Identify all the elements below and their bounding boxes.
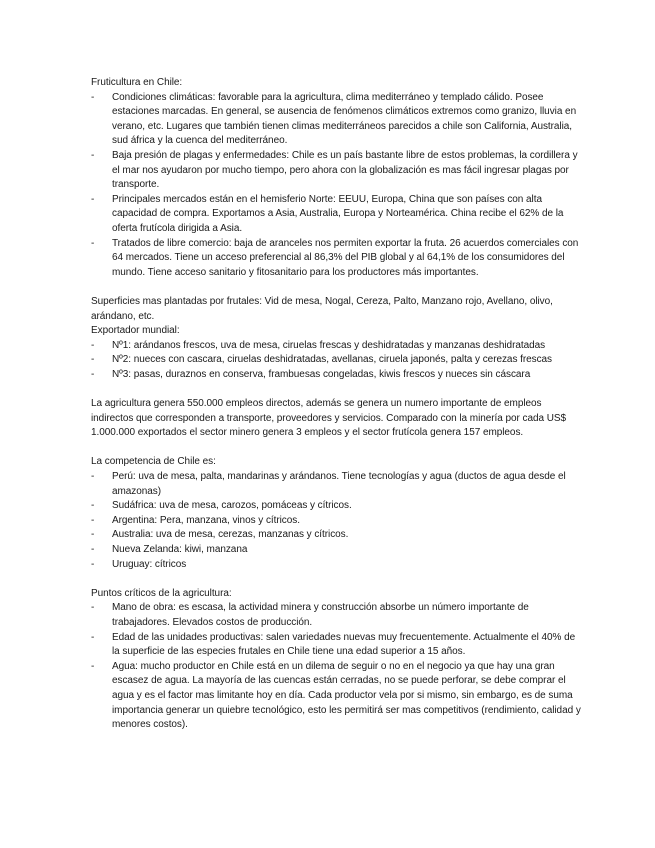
list-item: - Edad de las unidades productivas: salen variedades nuevas muy frecuentemente. Actualmente el 40% de la superficie de las especies frutales en Chile tiene una edad superior a 15 años. <box>91 631 576 658</box>
section-heading: Puntos críticos de la agricultura: <box>91 587 232 599</box>
list-item: - Uruguay: cítricos <box>91 558 187 570</box>
bullet-list <box>91 91 581 281</box>
list-item: - Condiciones climáticas: favorable para la agricultura, clima mediterráneo y templado cálido. Posee estaciones marcadas. En general, se ausencia de fenómenos climáticos extremos como granizo, lluvia en verano, etc. Lugares que también tienen climas mediterráneos parecidos a chile son California, Australia, sud áfrica y la cuenca del mediterráneo. <box>91 91 577 147</box>
bullet-list <box>91 470 581 572</box>
bullet-list <box>91 339 581 383</box>
section-heading: La competencia de Chile es: <box>91 456 216 468</box>
list-item: - Nº3: pasas, duraznos en conserva, frambuesas congeladas, kiwis frescos y nueces sin cáscara <box>91 368 531 380</box>
document-body <box>91 76 581 733</box>
list-item: - Agua: mucho productor en Chile está en un dilema de seguir o no en el negocio ya que hay una gran escasez de agua. La mayoría de las cuencas están cerradas, no se puede perforar, se debe comprar el agua y es el factor mas limitante hoy en día. Cada productor vela por si mismo, sin embargo, es de suma importancia generar un quiebre tecnológico, esto les permitirá ser mas competitivos (rendimiento, calidad y menores costos). <box>91 660 581 731</box>
list-item: - Perú: uva de mesa, palta, mandarinas y arándanos. Tiene tecnologías y agua (ductos de agua desde el amazonas) <box>91 471 566 497</box>
list-item: - Nueva Zelanda: kiwi, manzana <box>91 544 248 555</box>
list-item: - Australia: uva de mesa, cerezas, manzanas y cítricos. <box>91 529 349 541</box>
list-item: - Nº2: nueces con cascara, ciruelas deshidratadas, avellanas, ciruela japonés, palta y cerezas frescas <box>91 354 553 366</box>
paragraph: La agricultura genera 550.000 empleos directos, además se genera un numero importante de empleos indirectos que corresponden a transporte, proveedores y servicios. Comparado con la minería por cada US$ 1.000.000 exportados el sector minero genera 3 empleos y el sector frutícola genera 157 empleos. <box>91 398 567 439</box>
list-item: - Sudáfrica: uva de mesa, carozos, pomáceas y cítricos. <box>91 500 352 512</box>
bullet-list <box>91 601 581 732</box>
list-item: - Mano de obra: es escasa, la actividad minera y construcción absorbe un número importante de trabajadores. Elevados costos de producción. <box>91 602 529 628</box>
list-item: - Nº1: arándanos frescos, uva de mesa, ciruelas frescas y deshidratadas y manzanas deshidratadas <box>91 339 546 351</box>
list-item: - Baja presión de plagas y enfermedades: Chile es un país bastante libre de estos problemas, la cordillera y el mar nos ayudaron por mucho tiempo, pero ahora con la globalización es mas fácil ingresar plagas por transporte. <box>91 149 578 191</box>
list-item: - Principales mercados están en el hemisferio Norte: EEUU, Europa, China que son países con alta capacidad de compra. Exportamos a Asia, Australia, Europa y Norteamérica. China recibe el 62% de la oferta frutícola dirigida a Asia. <box>91 193 564 234</box>
list-item: - Argentina: Pera, manzana, vinos y cítricos. <box>91 514 300 526</box>
list-item: - Tratados de libre comercio: baja de aranceles nos permiten exportar la fruta. 26 acuerdos comerciales con 64 mercados. Tiene un acceso preferencial al 86,3% del PIB global y al 64,1% de los consumidores del mundo. Tiene acceso sanitario y fitosanitario para los productores más importantes. <box>91 237 579 278</box>
section-subheading: Exportador mundial: <box>91 325 180 337</box>
section-heading: Fruticultura en Chile: <box>91 77 183 88</box>
section-heading: Superficies mas plantadas por frutales: Vid de mesa, Nogal, Cereza, Palto, Manzano rojo, Avellano, olivo, arándano, etc. <box>91 295 553 322</box>
